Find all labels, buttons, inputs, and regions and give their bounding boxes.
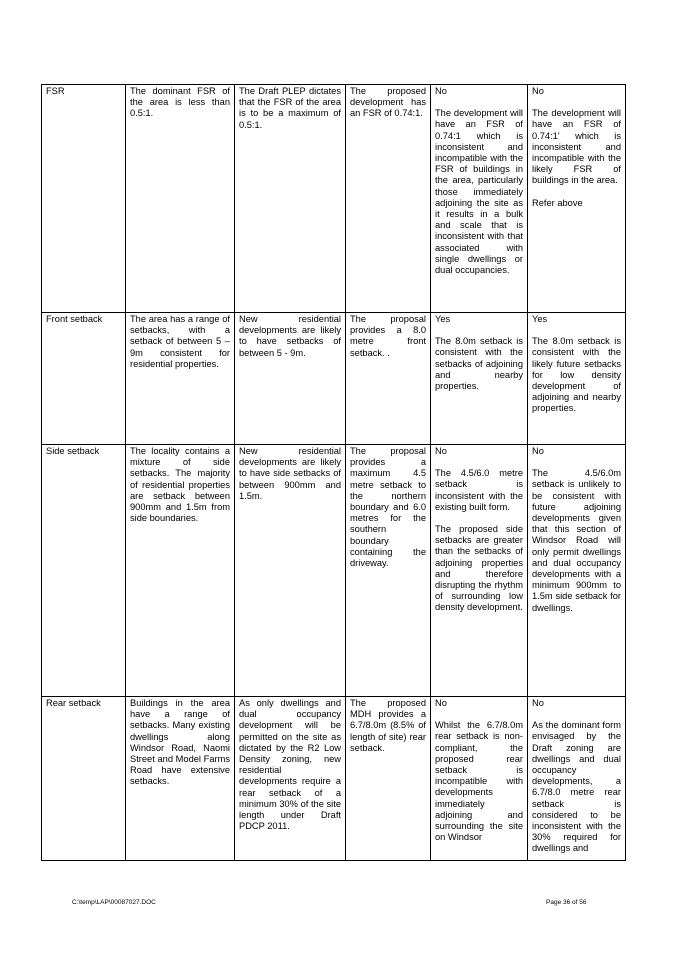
proposal-cell: The proposal provides a 8.0 metre front setback. . bbox=[346, 313, 431, 445]
compatibility-existing-cell bbox=[431, 445, 528, 697]
compatibility-text: The development will have an FSR of 0.74:1' which is inconsistent and incompatible with the likely FSR of buildings in the area. bbox=[532, 108, 621, 186]
future-character-cell: New residential developments are likely to have setbacks of between 5 - 9m. bbox=[235, 313, 346, 445]
future-character-cell: New residential developments are likely to have side setbacks of between 900mm and 1.5m. bbox=[235, 445, 346, 697]
table-body bbox=[42, 85, 626, 861]
existing-character-cell: Buildings in the area have a range of setbacks. Many existing dwellings along Windsor Road, Naomi Street and Model Farms Road have extensive setbacks. bbox=[126, 697, 235, 861]
compatibility-text: The development will have an FSR of 0.74:1 which is inconsistent and incompatible with the FSR of buildings in the area, particularly those immediately adjoining the site as it results in a bulk and scale that is inconsistent with that associated with single dwellings or dual occupancies. bbox=[435, 108, 523, 276]
table-row bbox=[42, 445, 626, 697]
compatibility-text: The 4.5/6.0m setback is unlikely to be consistent with future adjoining developments given that this section of Windsor Road will only permit dwellings and dual occupancy developments with a minimum 900mm to 1.5m side setback for dwellings. bbox=[532, 468, 621, 613]
compatibility-existing-cell bbox=[431, 85, 528, 313]
compatibility-verdict: No bbox=[532, 698, 544, 708]
compatibility-text: The 8.0m setback is consistent with the setbacks of adjoining and nearby properties. bbox=[435, 336, 523, 392]
compatibility-verdict: No bbox=[532, 446, 544, 456]
assessment-table bbox=[41, 84, 626, 861]
footer-page-number: Page 36 of 56 bbox=[546, 899, 587, 906]
compatibility-verdict: Yes bbox=[435, 314, 451, 324]
compatibility-text: Refer above bbox=[532, 197, 583, 208]
compatibility-future-cell bbox=[528, 313, 626, 445]
proposal-cell: The proposed development has an FSR of 0.74:1. bbox=[346, 85, 431, 313]
future-character-cell: As only dwellings and dual occupancy development will be permitted on the site as dictated by the R2 Low Density zoning, new residential developments require a rear setback of a minimum 30% of the site length under Draft PDCP 2011. bbox=[235, 697, 346, 861]
row-label: Side setback bbox=[42, 445, 126, 697]
compatibility-future-cell bbox=[528, 697, 626, 861]
compatibility-verdict: Yes bbox=[532, 314, 548, 324]
compatibility-existing-cell bbox=[431, 313, 528, 445]
proposal-cell: The proposed MDH provides a 6.7/8.0m (8.5% of length of site) rear setback. bbox=[346, 697, 431, 861]
existing-character-cell: The area has a range of setbacks, with a setback of between 5 – 9m consistent for residential properties. bbox=[126, 313, 235, 445]
compatibility-verdict: No bbox=[532, 86, 544, 96]
table-row bbox=[42, 313, 626, 445]
row-label: FSR bbox=[42, 85, 126, 313]
compatibility-text: The proposed side setbacks are greater than the setbacks of adjoining properties and therefore disrupting the rhythm of surrounding low density development. bbox=[435, 524, 523, 613]
future-character-cell: The Draft PLEP dictates that the FSR of the area is to be a maximum of 0.5:1. bbox=[235, 85, 346, 313]
row-label: Front setback bbox=[42, 313, 126, 445]
compatibility-text: As the dominant form envisaged by the Draft zoning are dwellings and dual occupancy developments, a 6.7/8.0 metre rear setback is considered to be inconsistent with the 30% required for dwellings and bbox=[532, 720, 621, 854]
compatibility-verdict: No bbox=[435, 698, 447, 708]
row-label: Rear setback bbox=[42, 697, 126, 861]
compatibility-text: The 4.5/6.0 metre setback is inconsistent with the existing built form. bbox=[435, 468, 523, 512]
compatibility-text: Whilst the 6.7/8.0m rear setback is non-compliant, the proposed rear setback is incompatible with developments immediately adjoining and surrounding the site on Windsor bbox=[435, 720, 523, 843]
footer-file-path: C:\temp\LAP\00087027.DOC bbox=[72, 899, 156, 906]
compatibility-existing-cell bbox=[431, 697, 528, 861]
existing-character-cell: The dominant FSR of the area is less than 0.5:1. bbox=[126, 85, 235, 313]
proposal-cell: The proposal provides a maximum 4.5 metre setback to the northern boundary and 6.0 metres for the southern boundary containing the driveway. bbox=[346, 445, 431, 697]
compatibility-verdict: No bbox=[435, 86, 447, 96]
compatibility-text: The 8.0m setback is consistent with the likely future setbacks for low density development of adjoining and nearby properties. bbox=[532, 336, 621, 414]
existing-character-cell: The locality contains a mixture of side setbacks. The majority of residential properties are setback between 900mm and 1.5m from side boundaries. bbox=[126, 445, 235, 697]
compatibility-future-cell bbox=[528, 85, 626, 313]
table-row bbox=[42, 85, 626, 313]
table-row bbox=[42, 697, 626, 861]
compatibility-verdict: No bbox=[435, 446, 447, 456]
compatibility-future-cell bbox=[528, 445, 626, 697]
